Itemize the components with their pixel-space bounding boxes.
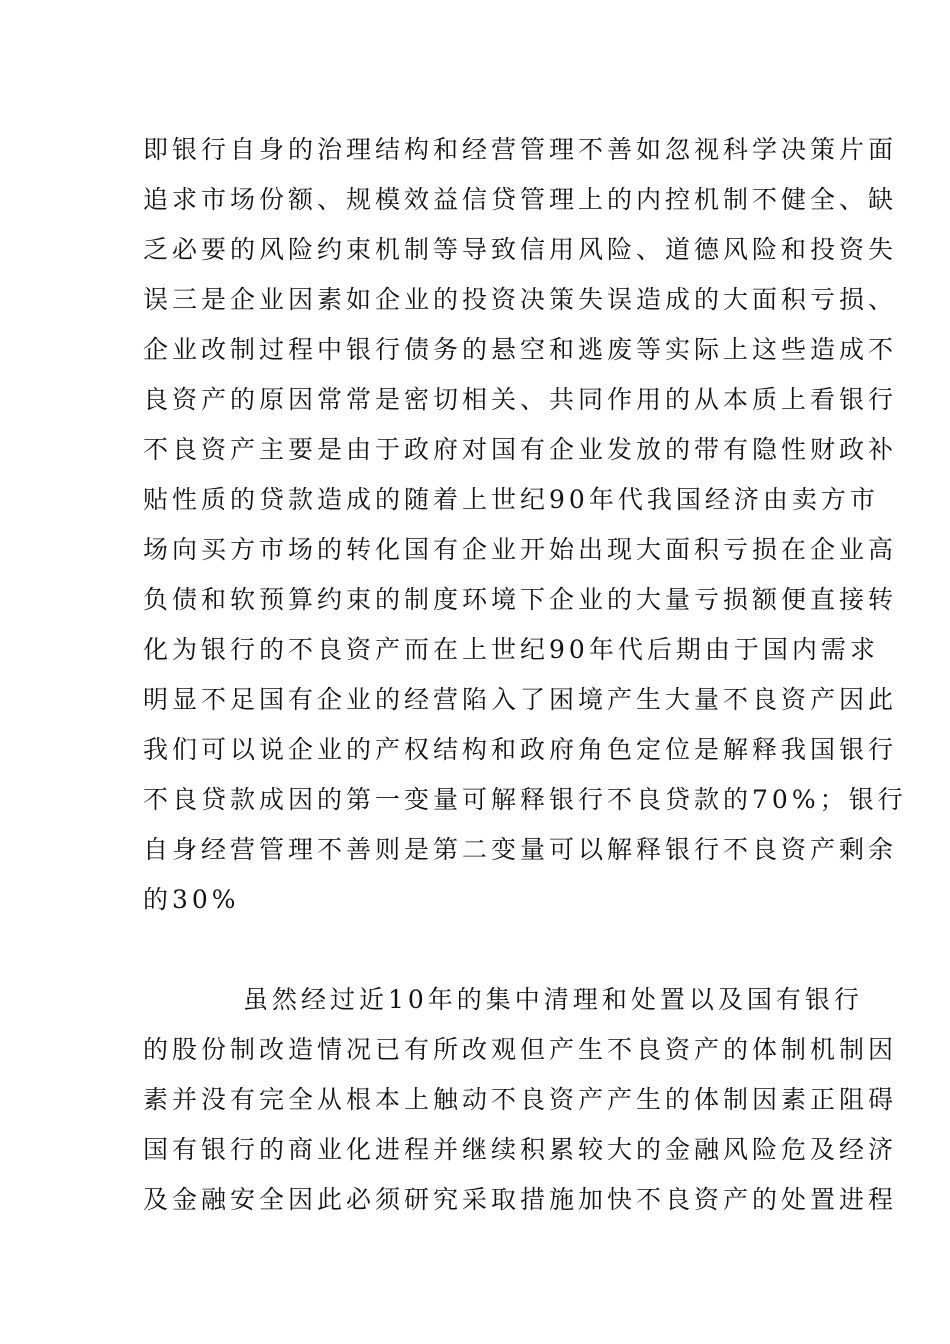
paragraph-causes-of-bad-assets: [143, 125, 907, 925]
text-line: 的30%: [143, 885, 240, 914]
text-line: 企业改制过程中银行债务的悬空和逃废等实际上这些造成不: [143, 335, 898, 364]
text-line: 不良贷款成因的第一变量可解释银行不良贷款的70%；银行: [143, 785, 907, 814]
text-line: 我们可以说企业的产权结构和政府角色定位是解释我国银行: [143, 735, 898, 764]
text-line: 国有银行的商业化进程并继续积累较大的金融风险危及经济: [143, 1135, 898, 1164]
text-line: 乏必要的风险约束机制等导致信用风险、道德风险和投资失: [143, 235, 898, 264]
text-line-indented: 虽然经过近10年的集中清理和处置以及国有银行: [243, 985, 863, 1014]
text-line: 素并没有完全从根本上触动不良资产产生的体制因素正阻碍: [143, 1085, 898, 1114]
text-line: 及金融安全因此必须研究采取措施加快不良资产的处置进程: [143, 1185, 898, 1214]
text-line: 即银行自身的治理结构和经营管理不善如忽视科学决策片面: [143, 135, 898, 164]
text-line: 自身经营管理不善则是第二变量可以解释银行不良资产剩余: [143, 835, 898, 864]
text-line: 化为银行的不良资产而在上世纪90年代后期由于国内需求: [143, 635, 879, 664]
text-line: 负债和软预算约束的制度环境下企业的大量亏损额便直接转: [143, 585, 898, 614]
text-line: 贴性质的贷款造成的随着上世纪90年代我国经济由卖方市: [143, 485, 879, 514]
text-line: 的股份制改造情况已有所改观但产生不良资产的体制机制因: [143, 1035, 898, 1064]
text-line: 误三是企业因素如企业的投资决策失误造成的大面积亏损、: [143, 285, 898, 314]
text-line: 场向买方市场的转化国有企业开始出现大面积亏损在企业高: [143, 535, 898, 564]
paragraph-reform-progress: [143, 975, 898, 1225]
text-line: 良资产的原因常常是密切相关、共同作用的从本质上看银行: [143, 385, 898, 414]
text-line: 明显不足国有企业的经营陷入了困境产生大量不良资产因此: [143, 685, 898, 714]
text-line: 不良资产主要是由于政府对国有企业发放的带有隐性财政补: [143, 435, 898, 464]
text-line: 追求市场份额、规模效益信贷管理上的内控机制不健全、缺: [143, 185, 898, 214]
